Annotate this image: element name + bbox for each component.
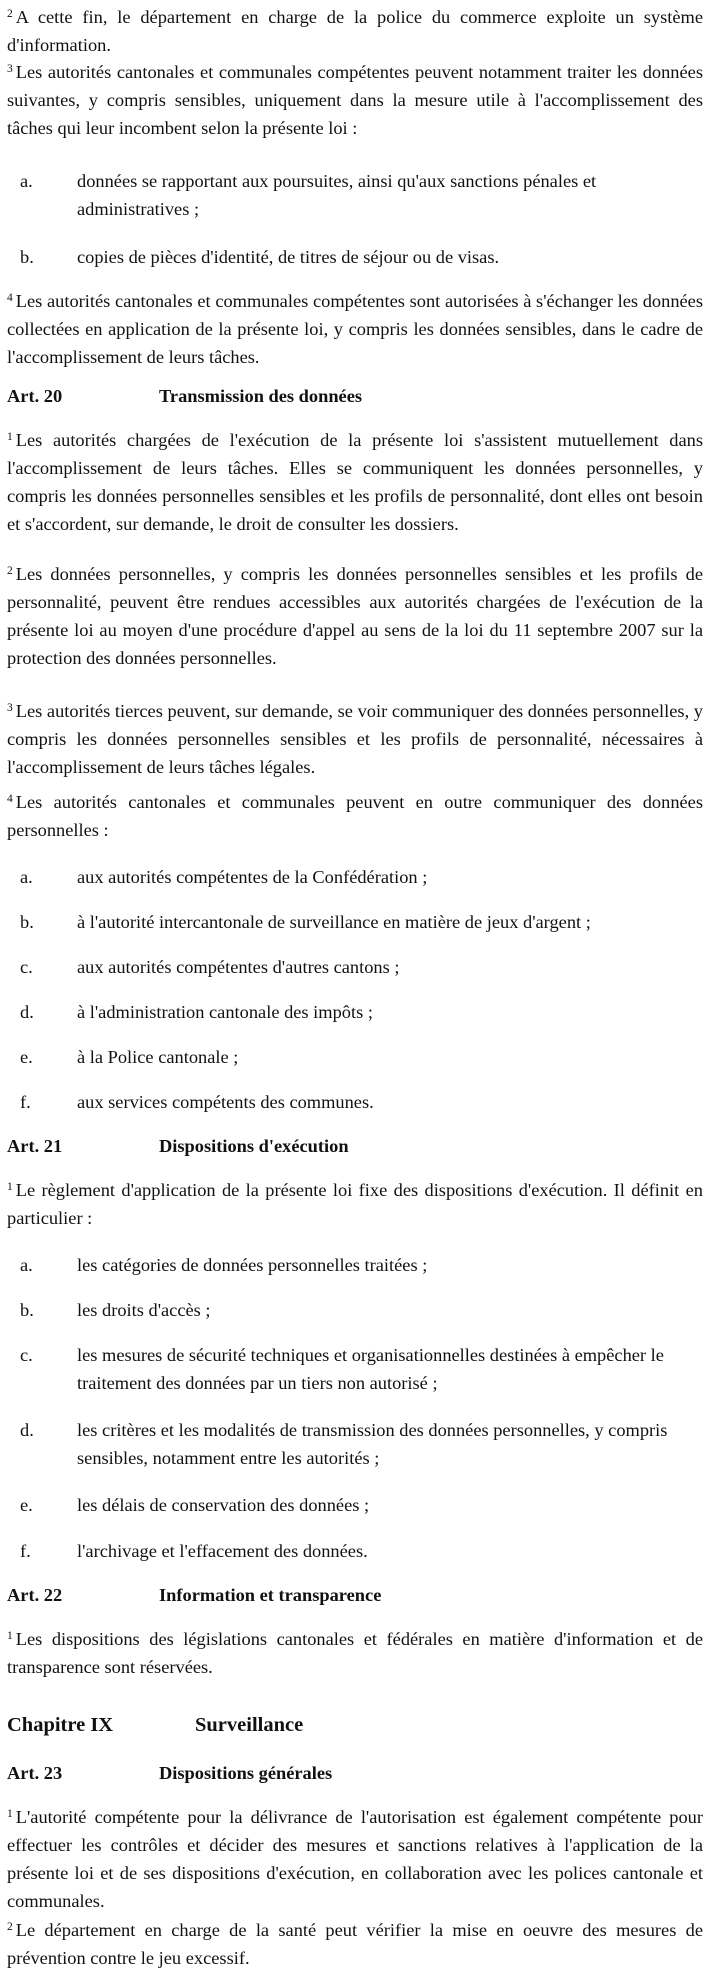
body-text: les mesures de sécurité techniques et organisationnelles destinées à empêcher le traitement des données par un tiers non autorisé ; bbox=[77, 1345, 664, 1393]
body-text: A cette fin, le département en charge de la police du commerce exploite un système d'information. bbox=[7, 7, 703, 55]
list-letter: a. bbox=[20, 867, 33, 887]
paragraph-number: 2 bbox=[7, 8, 13, 20]
body-text: Les autorités cantonales et communales compétentes sont autorisées à s'échanger les données collectées en application de la présente loi, y compris les données sensibles, dans le cadre de l'accomplissement de leurs tâches. bbox=[7, 291, 703, 367]
body-text: Les autorités cantonales et communales peuvent en outre communiquer des données personnelles : bbox=[7, 792, 703, 840]
body-text: les délais de conservation des données ; bbox=[77, 1495, 370, 1515]
body-text: Les autorités tierces peuvent, sur demande, se voir communiquer des données personnelles, y compris les données personnelles sensibles et les profils de personnalité, nécessaires à l'accomplissement de leurs tâches légales. bbox=[7, 701, 703, 777]
body-text: L'autorité compétente pour la délivrance de l'autorisation est également compétente pour effectuer les contrôles et décider des mesures et sanctions relatives à l'application de la présente loi et de ses dispositions d'exécution, en collaboration avec les polices cantonale et communales. bbox=[7, 1807, 703, 1911]
list-letter: c. bbox=[20, 1345, 33, 1365]
list-letter: f. bbox=[20, 1092, 31, 1112]
heading-number: Art. 20 bbox=[7, 386, 63, 406]
body-text: Le département en charge de la santé peut vérifier la mise en oeuvre des mesures de prévention contre le jeu excessif. bbox=[7, 1920, 703, 1968]
heading-number: Art. 21 bbox=[7, 1136, 63, 1156]
paragraph-number: 3 bbox=[7, 702, 13, 714]
paragraph bbox=[7, 560, 703, 672]
heading-title: Dispositions d'exécution bbox=[159, 1136, 349, 1156]
list-letter: c. bbox=[20, 957, 33, 977]
body-text: les droits d'accès ; bbox=[77, 1300, 211, 1320]
list-letter: b. bbox=[20, 247, 34, 267]
heading-number: Chapitre IX bbox=[7, 1714, 114, 1736]
body-text: aux autorités compétentes de la Confédération ; bbox=[77, 867, 428, 887]
heading-title: Dispositions générales bbox=[159, 1763, 333, 1783]
body-text: copies de pièces d'identité, de titres de séjour ou de visas. bbox=[77, 247, 500, 267]
paragraph bbox=[7, 58, 703, 142]
list-letter: a. bbox=[20, 1255, 33, 1275]
body-text: Les dispositions des législations cantonales et fédérales en matière d'information et de transparence sont réservées. bbox=[7, 1629, 703, 1677]
body-text: Les autorités chargées de l'exécution de la présente loi s'assistent mutuellement dans l'accomplissement de leurs tâches. Elles se communiquent les données personnelles, y compris les données personnelles sensibles et les profils de personnalité, dont elles ont besoin et s'accordent, sur demande, le droit de consulter les dossiers. bbox=[7, 430, 703, 534]
heading-title: Surveillance bbox=[195, 1714, 304, 1736]
body-text: à l'administration cantonale des impôts ; bbox=[77, 1002, 373, 1022]
body-text: à la Police cantonale ; bbox=[77, 1047, 239, 1067]
paragraph bbox=[7, 426, 703, 538]
list-letter: b. bbox=[20, 1300, 34, 1320]
paragraph bbox=[7, 1176, 703, 1232]
paragraph-number: 2 bbox=[7, 1921, 13, 1933]
paragraph-number: 1 bbox=[7, 431, 13, 443]
paragraph-number: 4 bbox=[7, 793, 13, 805]
paragraph bbox=[7, 1625, 703, 1681]
paragraph bbox=[7, 1803, 703, 1915]
paragraph-number: 2 bbox=[7, 565, 13, 577]
paragraph bbox=[7, 287, 703, 371]
body-text: données se rapportant aux poursuites, ainsi qu'aux sanctions pénales et administratives ; bbox=[77, 171, 597, 219]
list-letter: e. bbox=[20, 1495, 33, 1515]
paragraph-number: 4 bbox=[7, 292, 13, 304]
paragraph bbox=[7, 788, 703, 844]
list-letter: e. bbox=[20, 1047, 33, 1067]
heading-number: Art. 22 bbox=[7, 1585, 63, 1605]
paragraph-number: 3 bbox=[7, 63, 13, 75]
paragraph-number: 1 bbox=[7, 1630, 13, 1642]
body-text: Les autorités cantonales et communales compétentes peuvent notamment traiter les données suivantes, y compris sensibles, uniquement dans la mesure utile à l'accomplissement des tâches qui leur incombent selon la présente loi : bbox=[7, 62, 703, 138]
body-text: Le règlement d'application de la présente loi fixe des dispositions d'exécution. Il définit en particulier : bbox=[7, 1180, 703, 1228]
body-text: à l'autorité intercantonale de surveillance en matière de jeux d'argent ; bbox=[77, 912, 591, 932]
heading-number: Art. 23 bbox=[7, 1763, 63, 1783]
paragraph-number: 1 bbox=[7, 1808, 13, 1820]
body-text: l'archivage et l'effacement des données. bbox=[77, 1541, 368, 1561]
body-text: les critères et les modalités de transmission des données personnelles, y compris sensibles, notamment entre les autorités ; bbox=[77, 1420, 668, 1468]
body-text: aux services compétents des communes. bbox=[77, 1092, 374, 1112]
body-text: aux autorités compétentes d'autres cantons ; bbox=[77, 957, 400, 977]
body-text: Les données personnelles, y compris les données personnelles sensibles et les profils de personnalité, peuvent être rendues accessibles aux autorités chargées de l'exécution de la présente loi au moyen d'une procédure d'appel au sens de la loi du 11 septembre 2007 sur la protection des données personnelles. bbox=[7, 564, 703, 668]
paragraph bbox=[7, 1916, 703, 1972]
paragraph bbox=[7, 3, 703, 59]
list-letter: d. bbox=[20, 1002, 34, 1022]
list-letter: d. bbox=[20, 1420, 34, 1440]
list-letter: b. bbox=[20, 912, 34, 932]
list-letter: a. bbox=[20, 171, 33, 191]
list-letter: f. bbox=[20, 1541, 31, 1561]
heading-title: Information et transparence bbox=[159, 1585, 382, 1605]
paragraph-number: 1 bbox=[7, 1181, 13, 1193]
heading-title: Transmission des données bbox=[159, 386, 363, 406]
paragraph bbox=[7, 697, 703, 781]
body-text: les catégories de données personnelles traitées ; bbox=[77, 1255, 428, 1275]
